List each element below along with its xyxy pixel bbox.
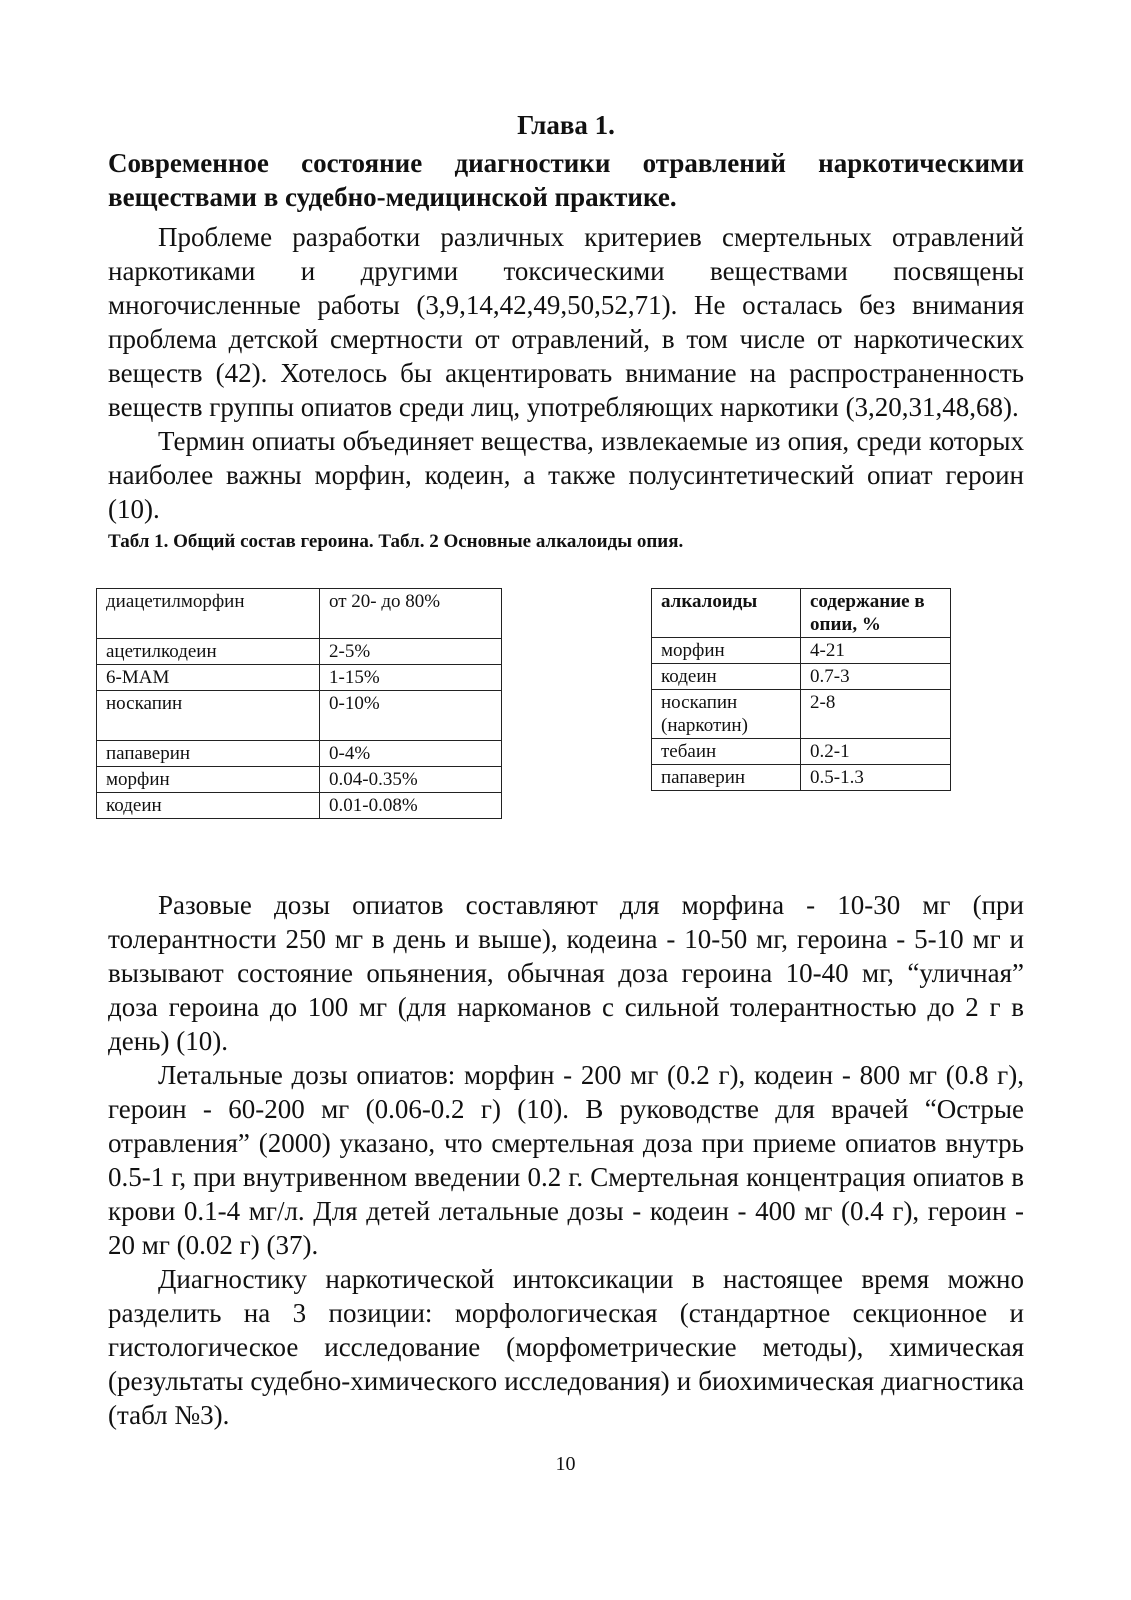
table-cell: 2-8 [801,690,951,739]
header-cell: алкалоиды [652,589,801,638]
table-row [652,765,951,791]
header-cell: содержание в опии, % [801,589,951,638]
opium-alkaloids-table [651,588,951,791]
table-cell: 0.01-0.08% [320,793,502,819]
table-cell: 0-4% [320,741,502,767]
paragraph: Диагностику наркотической интоксикации в настоящее время можно разделить на 3 позиции: морфологическая (стандартное секционное и гистологическое исследование (морфометрические методы), химическая (результаты судебно-химического исследования) и биохимическая диагностика (табл №3). [108,1264,1024,1430]
table-cell: 0.04-0.35% [320,767,502,793]
table-cell: носкапин (наркотин) [652,690,801,739]
table-cell: 0-10% [320,691,502,741]
table-cell: 2-5% [320,639,502,665]
paragraph: Летальные дозы опиатов: морфин - 200 мг (0.2 г), кодеин - 800 мг (0.8 г), героин - 60-200 мг (0.06-0.2 г) (10). В руководстве для врачей “Острые отравления” (2000) указано, что смертельная доза при приеме опиатов внутрь 0.5-1 г, при внутривенном введении 0.2 г. Смертельная концентрация опиатов в крови 0.1-4 мг/л. Для детей летальные дозы - кодеин - 400 мг (0.4 г), героин - 20 мг (0.02 г) (37). [108,1060,1024,1260]
table-row [652,638,951,664]
table-cell: папаверин [652,765,801,791]
table-header-row [652,589,951,638]
paragraph: Термин опиаты объединяет вещества, извлекаемые из опия, среди которых наиболее важны морфин, кодеин, а также полусинтетический опиат героин (10). [108,426,1024,524]
page-content [108,108,1024,1432]
table-cell: кодеин [97,793,320,819]
table-cell: 4-21 [801,638,951,664]
table-caption: Табл 1. Общий состав героина. Табл. 2 Основные алкалоиды опия. [108,531,684,552]
table-row [652,690,951,739]
table-cell: морфин [97,767,320,793]
paragraph: Проблеме разработки различных критериев смертельных отравлений наркотиками и другими токсическими веществами посвящены многочисленные работы (3,9,14,42,49,50,52,71). Не осталась без внимания проблема детской смертности от отравлений, в том числе от наркотических веществ (42). Хотелось бы акцентировать внимание на распространенность веществ группы опиатов среди лиц, употребляющих наркотики (3,20,31,48,68). [108,222,1024,422]
tables-area [108,588,1024,888]
chapter-label: Глава 1. [517,110,615,140]
page-number: 10 [555,1453,576,1475]
table-cell: папаверин [97,741,320,767]
table-cell: ацетилкодеин [97,639,320,665]
table-row [97,589,502,639]
table-cell: морфин [652,638,801,664]
table-row [652,739,951,765]
table-cell: диацетилморфин [97,589,320,639]
table-row [652,664,951,690]
table-cell: 6-МАМ [97,665,320,691]
heroin-composition-table [96,588,502,819]
table-cell: 0.7-3 [801,664,951,690]
table-cell: 1-15% [320,665,502,691]
table-cell: 0.2-1 [801,739,951,765]
table-cell: кодеин [652,664,801,690]
chapter-title: Современное состояние диагностики отравлений наркотическими веществами в судебно-медицинской практике. [108,148,1024,212]
table-cell: тебаин [652,739,801,765]
table-cell: от 20- до 80% [320,589,502,639]
table-row [97,767,502,793]
table-row [97,639,502,665]
table-row [97,741,502,767]
table-row [97,691,502,741]
table-cell: 0.5-1.3 [801,765,951,791]
paragraph: Разовые дозы опиатов составляют для морфина - 10-30 мг (при толерантности 250 мг в день и выше), кодеина - 10-50 мг, героина - 5-10 мг и вызывают состояние опьянения, обычная доза героина 10-40 мг, “уличная” доза героина до 100 мг (для наркоманов с сильной толерантностью до 2 г в день) (10). [108,890,1024,1056]
table-cell: носкапин [97,691,320,741]
table-row [97,793,502,819]
table-row [97,665,502,691]
